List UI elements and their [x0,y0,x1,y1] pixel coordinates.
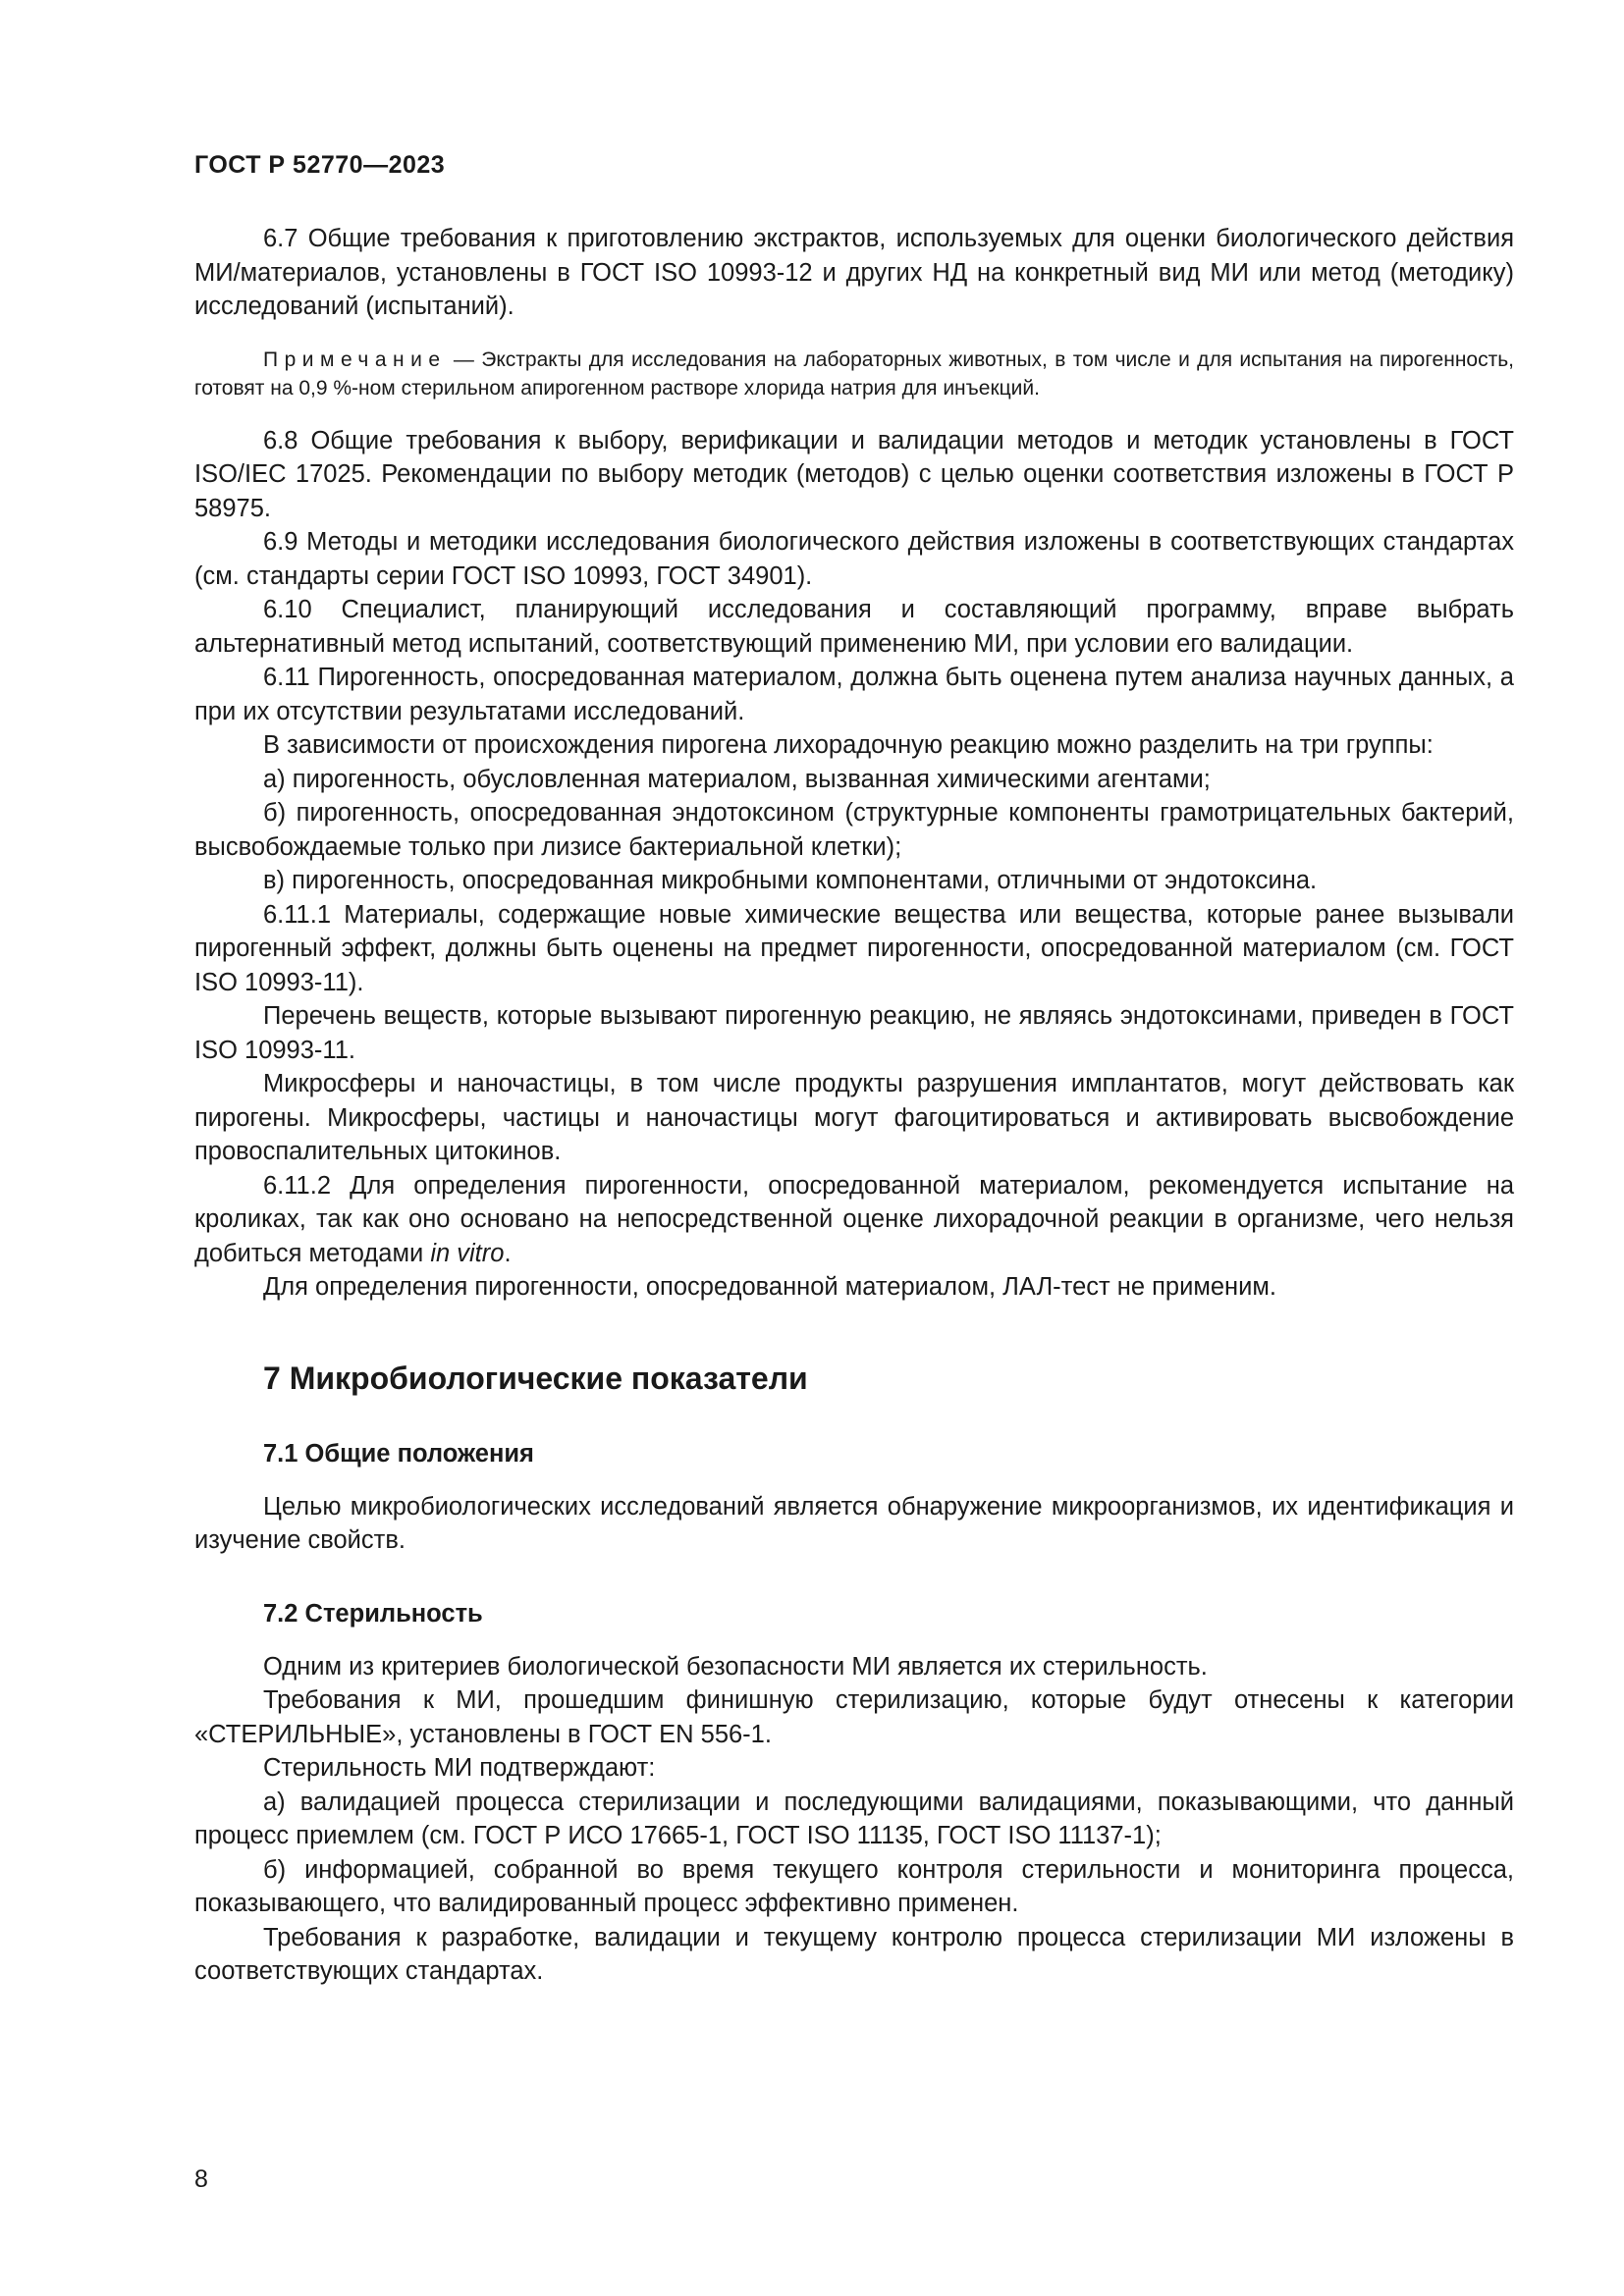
page-number: 8 [194,2165,208,2193]
clause-6-8: 6.8 Общие требования к выбору, верификации и валидации методов и методик установлены в ГОСТ ISO/IEC 17025. Рекомендации по выбору методик (методов) с целью оценки соответствия изложены в ГОСТ Р 58975. [194,426,1514,522]
list-item: в) пирогенность, опосредованная микробными компонентами, отличными от эндотоксина. [263,867,1318,894]
clause-6-9: 6.9 Методы и методики исследования биологического действия изложены в соответствующих стандартах (см. стандарты серии ГОСТ ISO 10993, ГОСТ 34901). [194,528,1514,590]
clause-6-10: 6.10 Специалист, планирующий исследования и составляющий программу, вправе выбрать альтернативный метод испытаний, соответствующий применению МИ, при условии его валидации. [194,596,1514,658]
clause-7-2-intro: Одним из критериев биологической безопасности МИ является их стерильность. [263,1652,1208,1681]
clause-6-11-2 [194,1169,1514,1271]
clause-6-11-2-lal: Для определения пирогенности, опосредованной материалом, ЛАЛ-тест не применим. [263,1273,1277,1301]
list-item: б) пирогенность, опосредованная эндотоксином (структурные компоненты грамотрицательных бактерий, высвобождаемые только при лизисе бактериальной клетки); [194,799,1514,861]
clause-7-2-confirm: Стерильность МИ подтверждают: [263,1754,656,1782]
subsection-7-1-heading: 7.1 Общие положения [263,1439,534,1468]
subsection-7-2-heading: 7.2 Стерильность [263,1599,483,1628]
note-label: Примечание [263,347,447,371]
note [194,346,1514,402]
clause-6-11-groups: В зависимости от происхождения пирогена лихорадочную реакцию можно разделить на три группы: [263,731,1434,759]
page-body [194,222,1514,1989]
clause-7-2-requirements: Требования к МИ, прошедшим финишную стерилизацию, которые будут отнесены к категории «СТЕРИЛЬНЫЕ», установлены в ГОСТ EN 556-1. [194,1686,1514,1748]
list-item: б) информацией, собранной во время текущего контроля стерильности и мониторинга процесса, показывающего, что валидированный процесс эффективно применен. [194,1855,1514,1917]
clause-6-11-1-microspheres: Микросферы и наночастицы, в том числе продукты разрушения имплантатов, могут действовать как пирогены. Микросферы, частицы и наночастицы могут фагоцитироваться и активировать высвобождение провоспалительных цитокинов. [194,1070,1514,1165]
note-text: — Экстракты для исследования на лабораторных животных, в том числе и для испытания на пирогенность, готовят на 0,9 %-ном стерильном апирогенном растворе хлорида натрия для инъекций. [194,347,1514,400]
clause-6-11: 6.11 Пирогенность, опосредованная материалом, должна быть оценена путем анализа научных данных, а при их отсутствии результатами исследований. [194,664,1514,725]
list-item: а) пирогенность, обусловленная материалом, вызванная химическими агентами; [263,765,1211,793]
document-code: ГОСТ Р 52770—2023 [194,151,446,179]
clause-6-7: 6.7 Общие требования к приготовлению экстрактов, используемых для оценки биологического действия МИ/материалов, установлены в ГОСТ ISO 10993-12 и других НД на конкретный вид МИ или метод (методику) исследований (испытаний). [194,225,1514,320]
clause-6-11-2-end: . [504,1239,512,1267]
section-7-heading: 7 Микробиологические показатели [263,1360,808,1396]
clause-7-2-standards: Требования к разработке, валидации и текущему контролю процесса стерилизации МИ изложены в соответствующих стандартах. [194,1923,1514,1985]
clause-6-11-1: 6.11.1 Материалы, содержащие новые химические вещества или вещества, которые ранее вызывали пирогенный эффект, должны быть оценены на предмет пирогенности, опосредованной материалом (см. ГОСТ ISO 10993-11). [194,900,1514,996]
clause-6-11-2-text: 6.11.2 Для определения пирогенности, опосредованной материалом, рекомендуется испытание на кроликах, так как оно основано на непосредственной оценке лихорадочной реакции в организме, чего нельзя добиться методами [194,1171,1514,1267]
in-vitro-term: in vitro [430,1239,505,1267]
clause-6-11-1-list: Перечень веществ, которые вызывают пирогенную реакцию, не являясь эндотоксинами, приведен в ГОСТ ISO 10993-11. [194,1002,1514,1064]
list-item: а) валидацией процесса стерилизации и последующими валидациями, показывающими, что данный процесс приемлем (см. ГОСТ Р ИСО 17665-1, ГОСТ ISO 11135, ГОСТ ISO 11137-1); [194,1788,1514,1849]
clause-7-1: Целью микробиологических исследований является обнаружение микроорганизмов, их идентификация и изучение свойств. [194,1492,1514,1554]
